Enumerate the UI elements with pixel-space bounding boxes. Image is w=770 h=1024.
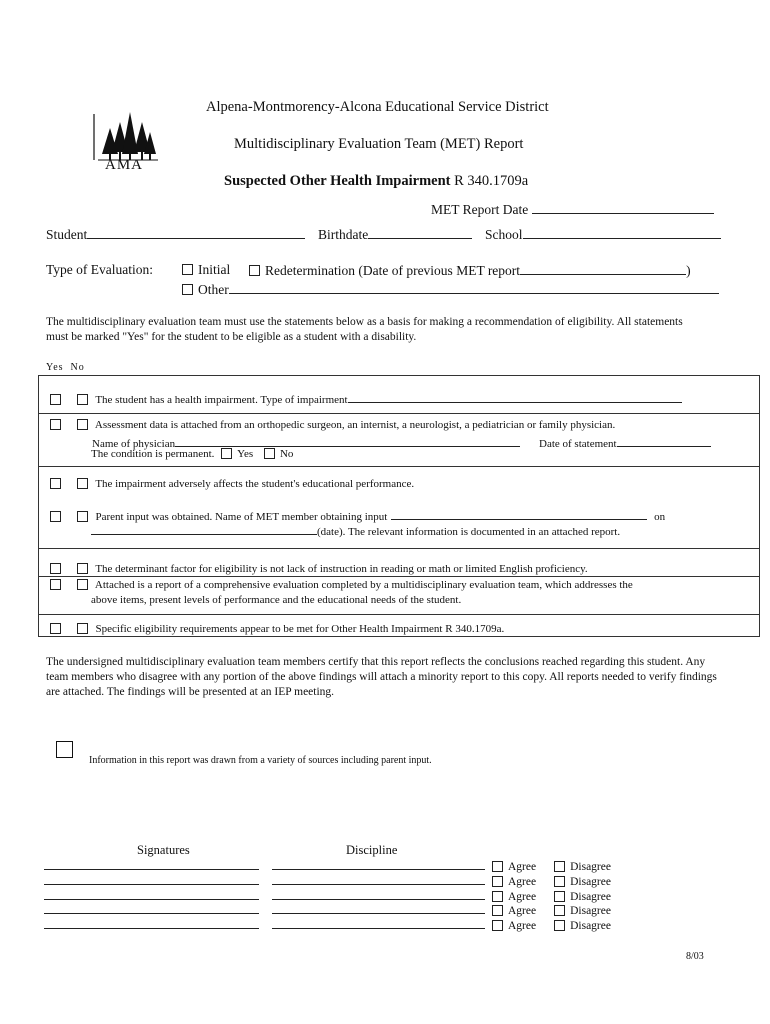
birthdate-label: Birthdate (318, 227, 369, 242)
yes-checkbox[interactable] (50, 478, 61, 489)
report-title: Multidisciplinary Evaluation Team (MET) Report (234, 136, 524, 152)
form-rule: R 340.1709a (450, 173, 529, 189)
statement-eligibility-met (50, 623, 504, 635)
disagree-label: Disagree (570, 905, 611, 917)
student-label: Student (46, 227, 88, 242)
signatures-label: Signatures (137, 843, 190, 857)
agree-checkbox[interactable] (492, 861, 503, 872)
disagree-checkbox[interactable] (554, 861, 565, 872)
no-checkbox[interactable] (77, 579, 88, 590)
on-label: on (654, 511, 666, 523)
statement-text: Specific eligibility requirements appear to be met for Other Health Impairment R 340.1709a. (95, 623, 505, 635)
agree-label: Agree (508, 876, 537, 888)
agree-checkbox[interactable] (492, 876, 503, 887)
no-checkbox[interactable] (77, 511, 88, 522)
discipline-input[interactable] (272, 887, 485, 900)
yes-checkbox[interactable] (50, 419, 61, 430)
footer-date-code: 8/03 (686, 951, 704, 962)
signature-input[interactable] (44, 901, 259, 914)
discipline-input[interactable] (272, 901, 485, 914)
birthdate-input[interactable] (368, 226, 472, 239)
close-paren: ) (686, 263, 691, 278)
permanent-label: The condition is permanent. (91, 448, 215, 460)
student-field (46, 226, 305, 243)
ama-logo (90, 108, 160, 176)
signature-input[interactable] (44, 887, 259, 900)
sources-checkbox[interactable] (56, 741, 73, 758)
discipline-input[interactable] (272, 916, 485, 929)
statement-text: Parent input was obtained. Name of MET member obtaining input (95, 511, 388, 523)
intro-text: The multidisciplinary evaluation team must use the statements below as a basis for making a recommendation of eligibility. All statements must be marked "Yes" for the student to be eligible as a student with a disability. (46, 316, 683, 343)
redetermination-label: Redetermination (Date of previous MET report (265, 263, 521, 278)
discipline-input[interactable] (272, 857, 485, 870)
other-label: Other (198, 282, 229, 297)
redetermination-checkbox[interactable] (249, 265, 260, 276)
statement-parent-input (50, 507, 665, 523)
parent-input-date-input[interactable] (91, 522, 317, 535)
disagree-checkbox[interactable] (554, 876, 565, 887)
physician-input[interactable] (175, 434, 520, 447)
signature-row (44, 916, 611, 934)
sources-text: Information in this report was drawn from a variety of sources including parent input. (89, 755, 432, 766)
statement-text: The student has a health impairment. Type of impairment (95, 394, 348, 406)
school-input[interactable] (523, 226, 721, 239)
other-checkbox[interactable] (182, 284, 193, 295)
form-title-bold: Suspected Other Health Impairment (224, 173, 451, 189)
permanent-no-label: No (279, 448, 294, 460)
statement-text: Assessment data is attached from an orthopedic surgeon, an internist, a neurologist, a pediatrician or family physician. (94, 419, 616, 431)
initial-label: Initial (198, 262, 231, 277)
initial-option (182, 262, 230, 278)
parent-input-date-field (91, 522, 620, 538)
permanent-field (91, 448, 293, 460)
no-checkbox[interactable] (77, 394, 88, 405)
no-checkbox[interactable] (77, 563, 88, 574)
statement-text: The determinant factor for eligibility is not lack of instruction in reading or math or limited English proficiency. (95, 563, 588, 575)
birthdate-field (318, 226, 472, 243)
row-divider (38, 576, 760, 577)
statement-text: The impairment adversely affects the student's educational performance. (95, 478, 415, 490)
no-checkbox[interactable] (77, 478, 88, 489)
statement-determinant-factor (50, 563, 588, 575)
statement-text: (date). The relevant information is documented in an attached report. (317, 526, 621, 538)
agree-label: Agree (508, 861, 537, 873)
school-field (485, 226, 721, 243)
agree-label: Agree (508, 891, 537, 903)
yes-checkbox[interactable] (50, 623, 61, 634)
previous-met-date-input[interactable] (520, 262, 686, 275)
signature-input[interactable] (44, 916, 259, 929)
form-title (224, 173, 528, 190)
disagree-checkbox[interactable] (554, 905, 565, 916)
row-divider (38, 413, 760, 414)
certify-text: The undersigned multidisciplinary evaluation team members certify that this report reflects the conclusions reached regarding this student. Any team members who disagree with any portion of the above findings will attach a minority report to this copy. All reports needed to verify findings are attached. The findings will be presented at an IEP meeting. (46, 656, 717, 698)
initial-checkbox[interactable] (182, 264, 193, 275)
other-option (182, 281, 719, 298)
statement-comprehensive-evaluation-cont: above items, present levels of performance and the educational needs of the student. (91, 594, 462, 606)
disagree-label: Disagree (570, 891, 611, 903)
permanent-no-checkbox[interactable] (264, 448, 275, 459)
row-divider (38, 466, 760, 467)
row-divider (38, 614, 760, 615)
impairment-type-input[interactable] (348, 390, 682, 403)
met-report-date-input[interactable] (532, 201, 714, 214)
disagree-label: Disagree (570, 920, 611, 932)
met-report-date-field (431, 201, 714, 218)
school-label: School (485, 227, 523, 242)
yes-checkbox[interactable] (50, 563, 61, 574)
permanent-yes-label: Yes (237, 448, 254, 460)
agree-checkbox[interactable] (492, 905, 503, 916)
other-input[interactable] (229, 281, 719, 294)
disagree-checkbox[interactable] (554, 920, 565, 931)
district-name: Alpena-Montmorency-Alcona Educational Service District (206, 99, 549, 115)
agree-checkbox[interactable] (492, 920, 503, 931)
statement-health-impairment (50, 390, 682, 406)
disagree-label: Disagree (570, 876, 611, 888)
statement-assessment-data (50, 419, 615, 431)
redetermination-option (249, 262, 691, 279)
yes-checkbox[interactable] (50, 511, 61, 522)
no-checkbox[interactable] (77, 623, 88, 634)
permanent-yes-checkbox[interactable] (221, 448, 232, 459)
row-divider (38, 548, 760, 549)
yes-no-header: Yes No (46, 362, 85, 373)
discipline-label: Discipline (346, 843, 398, 857)
statement-educational-performance (50, 478, 414, 490)
yes-checkbox[interactable] (50, 394, 61, 405)
met-member-input[interactable] (391, 507, 647, 520)
statement-text: Attached is a report of a comprehensive evaluation completed by a multidisciplinary evaluation team, which addresses the (94, 579, 633, 591)
yes-checkbox[interactable] (50, 579, 61, 590)
logo-text: AMA (105, 157, 144, 173)
physician-label: Name of physician (92, 438, 176, 450)
signature-input[interactable] (44, 857, 259, 870)
type-of-evaluation-label: Type of Evaluation: (46, 262, 154, 277)
disagree-label: Disagree (570, 861, 611, 873)
met-report-date-label: MET Report Date (431, 202, 529, 217)
student-input[interactable] (87, 226, 305, 239)
signature-input[interactable] (44, 872, 259, 885)
statement-date-label: Date of statement (539, 438, 617, 450)
statement-comprehensive-evaluation (50, 579, 633, 591)
discipline-input[interactable] (272, 872, 485, 885)
agree-label: Agree (508, 920, 537, 932)
statement-date-input[interactable] (617, 434, 711, 447)
statement-date-field (539, 434, 711, 450)
agree-label: Agree (508, 905, 537, 917)
no-checkbox[interactable] (77, 419, 88, 430)
